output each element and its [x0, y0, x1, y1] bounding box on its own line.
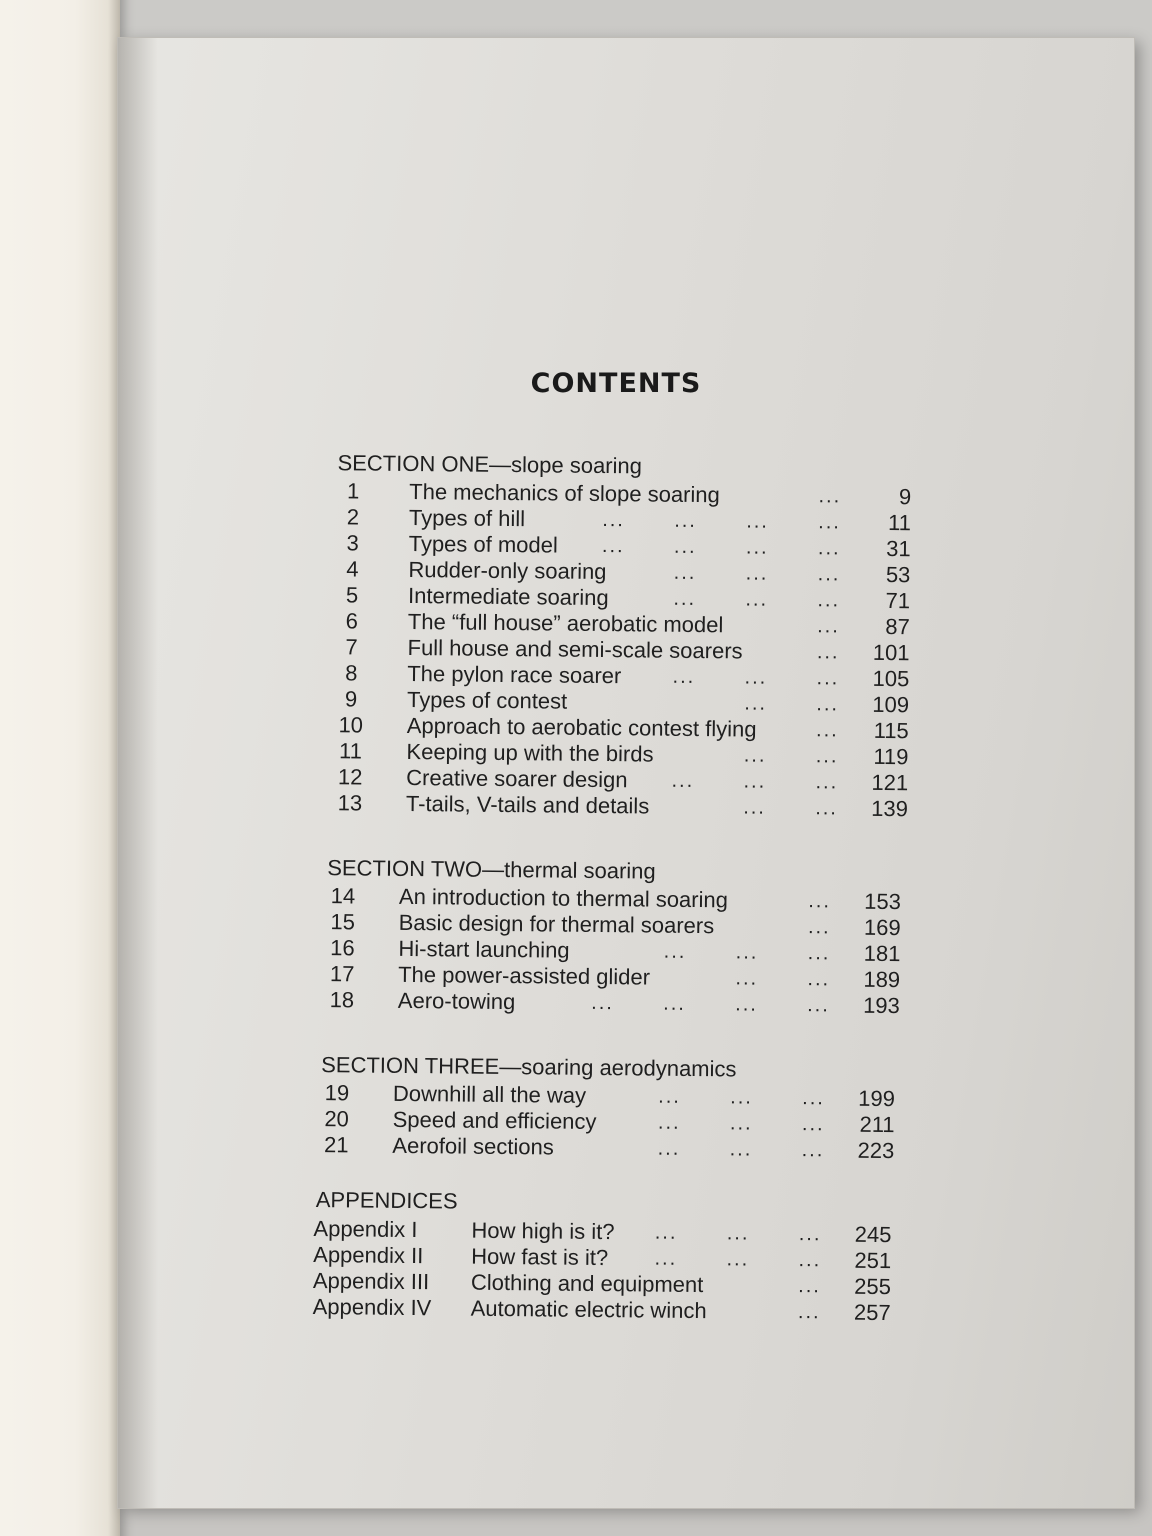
leader-dots: ...	[735, 993, 758, 1016]
leader-dots: ...	[673, 535, 697, 558]
page-number: 71	[885, 587, 911, 614]
chapter-title: Full house and semi-scale soarers	[407, 634, 743, 664]
chapter-number: 19	[324, 1080, 350, 1106]
page-number: 251	[854, 1247, 892, 1274]
page-number: 101	[872, 639, 910, 666]
chapter-number: 15	[330, 909, 356, 935]
chapter-title: Hi-start launching	[398, 935, 570, 963]
dot-leader	[311, 911, 831, 939]
chapter-title: T-tails, V-tails and details	[405, 790, 650, 819]
leader-dots: ...	[658, 1085, 682, 1108]
page-number: 139	[871, 795, 909, 822]
dot-leader	[310, 989, 830, 1017]
page-number: 115	[873, 717, 909, 744]
chapter-number: 16	[330, 935, 355, 961]
toc-entry	[313, 1294, 891, 1326]
chapter-title: Creative soarer design	[406, 764, 628, 793]
page-number: 257	[853, 1299, 891, 1326]
chapter-title: Rudder-only soaring	[408, 556, 607, 585]
appendix-number: Appendix IV	[312, 1294, 432, 1321]
leader-dots: ...	[818, 511, 842, 534]
leader-dots: ...	[673, 587, 697, 610]
dot-leader	[318, 766, 839, 794]
leader-dots: ...	[817, 563, 841, 586]
page-number: 31	[886, 535, 911, 562]
chapter-number: 9	[344, 686, 358, 712]
leader-dots: ...	[743, 744, 767, 767]
chapter-title: The mechanics of slope soaring	[409, 478, 720, 508]
leader-dots: ...	[807, 994, 830, 1017]
chapter-title: Speed and efficiency	[392, 1106, 597, 1134]
leader-dots: ...	[743, 796, 767, 819]
page-number: 255	[854, 1273, 892, 1300]
dot-leader	[304, 1134, 825, 1162]
dot-leader	[318, 740, 839, 768]
chapter-title: The “full house” aerobatic model	[407, 608, 724, 638]
page-number: 11	[887, 510, 912, 536]
leader-dots: ...	[671, 769, 695, 792]
chapter-title: Intermediate soaring	[408, 582, 609, 611]
leader-dots: ...	[726, 1222, 750, 1245]
leader-dots: ...	[745, 562, 769, 585]
toc-entry	[322, 987, 900, 1019]
dot-leader	[321, 506, 842, 534]
page-number: 189	[863, 966, 901, 993]
chapter-number: 7	[345, 634, 358, 660]
leader-dots: ...	[797, 1301, 821, 1324]
page-number: 211	[859, 1111, 895, 1138]
appendix-title: How fast is it?	[471, 1243, 609, 1271]
leader-dots: ...	[815, 719, 839, 742]
leader-dots: ...	[744, 666, 768, 689]
contents-title: CONTENTS	[530, 368, 702, 399]
appendix-number: Appendix III	[312, 1268, 430, 1295]
appendix-number: Appendix II	[313, 1242, 424, 1269]
chapter-number: 18	[329, 987, 355, 1013]
leader-dots: ...	[801, 1139, 825, 1162]
leader-dots: ...	[743, 770, 767, 793]
dot-leader	[318, 792, 839, 820]
leader-dots: ...	[798, 1275, 822, 1298]
leader-dots: ...	[657, 1137, 681, 1160]
leader-dots: ...	[798, 1223, 822, 1246]
leader-dots: ...	[745, 588, 769, 611]
chapter-number: 3	[346, 530, 359, 556]
leader-dots: ...	[807, 968, 831, 991]
page-number: 119	[873, 743, 909, 770]
dot-leader	[310, 937, 831, 965]
dot-leader	[319, 636, 840, 664]
dot-leader	[319, 714, 839, 742]
leader-dots: ...	[798, 1249, 822, 1272]
leader-dots: ...	[601, 535, 625, 558]
page-number: 87	[885, 613, 910, 640]
page-number: 9	[898, 484, 912, 510]
chapter-title: Approach to aerobatic contest flying	[406, 712, 757, 742]
chapter-number: 20	[324, 1106, 350, 1132]
chapter-number: 2	[346, 504, 360, 530]
chapter-title: Aero-towing	[397, 987, 516, 1015]
leader-dots: ...	[663, 940, 687, 963]
page-number: 169	[863, 914, 901, 941]
page-number: 181	[863, 940, 901, 967]
page-number: 223	[857, 1137, 895, 1164]
chapter-title: Keeping up with the birds	[406, 738, 654, 767]
leader-dots: ...	[808, 890, 832, 913]
leader-dots: ...	[654, 1247, 678, 1270]
leader-dots: ...	[807, 916, 831, 939]
appendix-title: Clothing and equipment	[470, 1269, 704, 1298]
toc-entry	[330, 790, 908, 822]
chapter-title: Types of contest	[406, 686, 568, 714]
chapter-number: 1	[346, 478, 360, 504]
dot-leader	[311, 885, 832, 913]
chapter-number: 14	[330, 883, 356, 909]
leader-dots: ...	[672, 665, 696, 688]
appendix-title: How high is it?	[471, 1217, 615, 1245]
leader-dots: ...	[817, 615, 840, 638]
chapter-number: 11	[338, 738, 363, 764]
page-number: 245	[854, 1221, 892, 1248]
chapter-number: 4	[346, 556, 359, 582]
chapter-title: Downhill all the way	[392, 1080, 587, 1108]
leader-dots: ...	[816, 667, 840, 690]
chapter-title: Basic design for thermal soarers	[398, 909, 715, 939]
chapter-title: An introduction to thermal soaring	[398, 883, 729, 913]
leader-dots: ...	[674, 509, 698, 532]
dot-leader	[320, 558, 841, 586]
leader-dots: ...	[801, 1113, 825, 1136]
appendix-number: Appendix I	[313, 1216, 418, 1243]
appendix-title: Automatic electric winch	[470, 1295, 707, 1324]
page-number: 105	[872, 665, 910, 692]
leader-dots: ...	[817, 537, 841, 560]
leader-dots: ...	[817, 589, 841, 612]
page-number: 53	[885, 561, 911, 588]
leader-dots: ...	[816, 641, 840, 664]
chapter-title: Types of model	[408, 530, 558, 558]
chapter-number: 13	[337, 790, 363, 816]
dot-leader	[321, 480, 842, 508]
leader-dots: ...	[815, 771, 839, 794]
leader-dots: ...	[745, 536, 769, 559]
chapter-number: 10	[338, 712, 364, 738]
chapter-number: 12	[337, 764, 363, 790]
chapter-number: 21	[323, 1132, 349, 1158]
page-number: 121	[871, 769, 909, 796]
dot-leader	[305, 1108, 825, 1136]
dot-leader	[310, 963, 831, 991]
leader-dots: ...	[654, 1221, 678, 1244]
page-number: 199	[858, 1085, 896, 1112]
chapter-number: 6	[345, 608, 359, 634]
dot-leader	[305, 1082, 826, 1110]
section-heading: SECTION ONE—slope soaring	[337, 450, 643, 479]
page-number: 109	[872, 691, 910, 718]
leader-dots: ...	[815, 745, 839, 768]
leader-dots: ...	[746, 510, 770, 533]
section-heading: SECTION TWO—thermal soaring	[327, 855, 656, 884]
chapter-number: 8	[345, 660, 358, 686]
chapter-number: 17	[329, 961, 355, 987]
toc-entry	[316, 1132, 894, 1164]
dot-leader	[320, 610, 840, 638]
section-heading: SECTION THREE—soaring aerodynamics	[321, 1052, 737, 1082]
leader-dots: ...	[735, 967, 759, 990]
leader-dots: ...	[602, 509, 626, 532]
chapter-title: Types of hill	[408, 504, 526, 532]
chapter-title: Aerofoil sections	[392, 1132, 554, 1160]
leader-dots: ...	[729, 1112, 753, 1135]
page-number: 153	[864, 888, 902, 915]
leader-dots: ...	[744, 692, 768, 715]
leader-dots: ...	[818, 485, 842, 508]
page-number: 193	[863, 992, 900, 1019]
leader-dots: ...	[735, 941, 759, 964]
dot-leader	[319, 662, 840, 690]
chapter-title: The pylon race soarer	[407, 660, 622, 689]
leader-dots: ...	[730, 1086, 754, 1109]
leader-dots: ...	[657, 1111, 681, 1134]
leader-dots: ...	[726, 1248, 750, 1271]
dot-leader	[320, 584, 841, 612]
chapter-title: The power-assisted glider	[398, 961, 651, 990]
leader-dots: ...	[802, 1087, 826, 1110]
leader-dots: ...	[663, 992, 686, 1015]
leader-dots: ...	[807, 942, 831, 965]
leader-dots: ...	[673, 561, 697, 584]
section-heading: APPENDICES	[315, 1187, 458, 1214]
leader-dots: ...	[816, 693, 840, 716]
dot-leader	[319, 688, 840, 716]
leader-dots: ...	[729, 1138, 753, 1161]
leader-dots: ...	[591, 991, 614, 1015]
leader-dots: ...	[815, 797, 839, 820]
chapter-number: 5	[345, 582, 359, 608]
dot-leader	[321, 532, 841, 560]
